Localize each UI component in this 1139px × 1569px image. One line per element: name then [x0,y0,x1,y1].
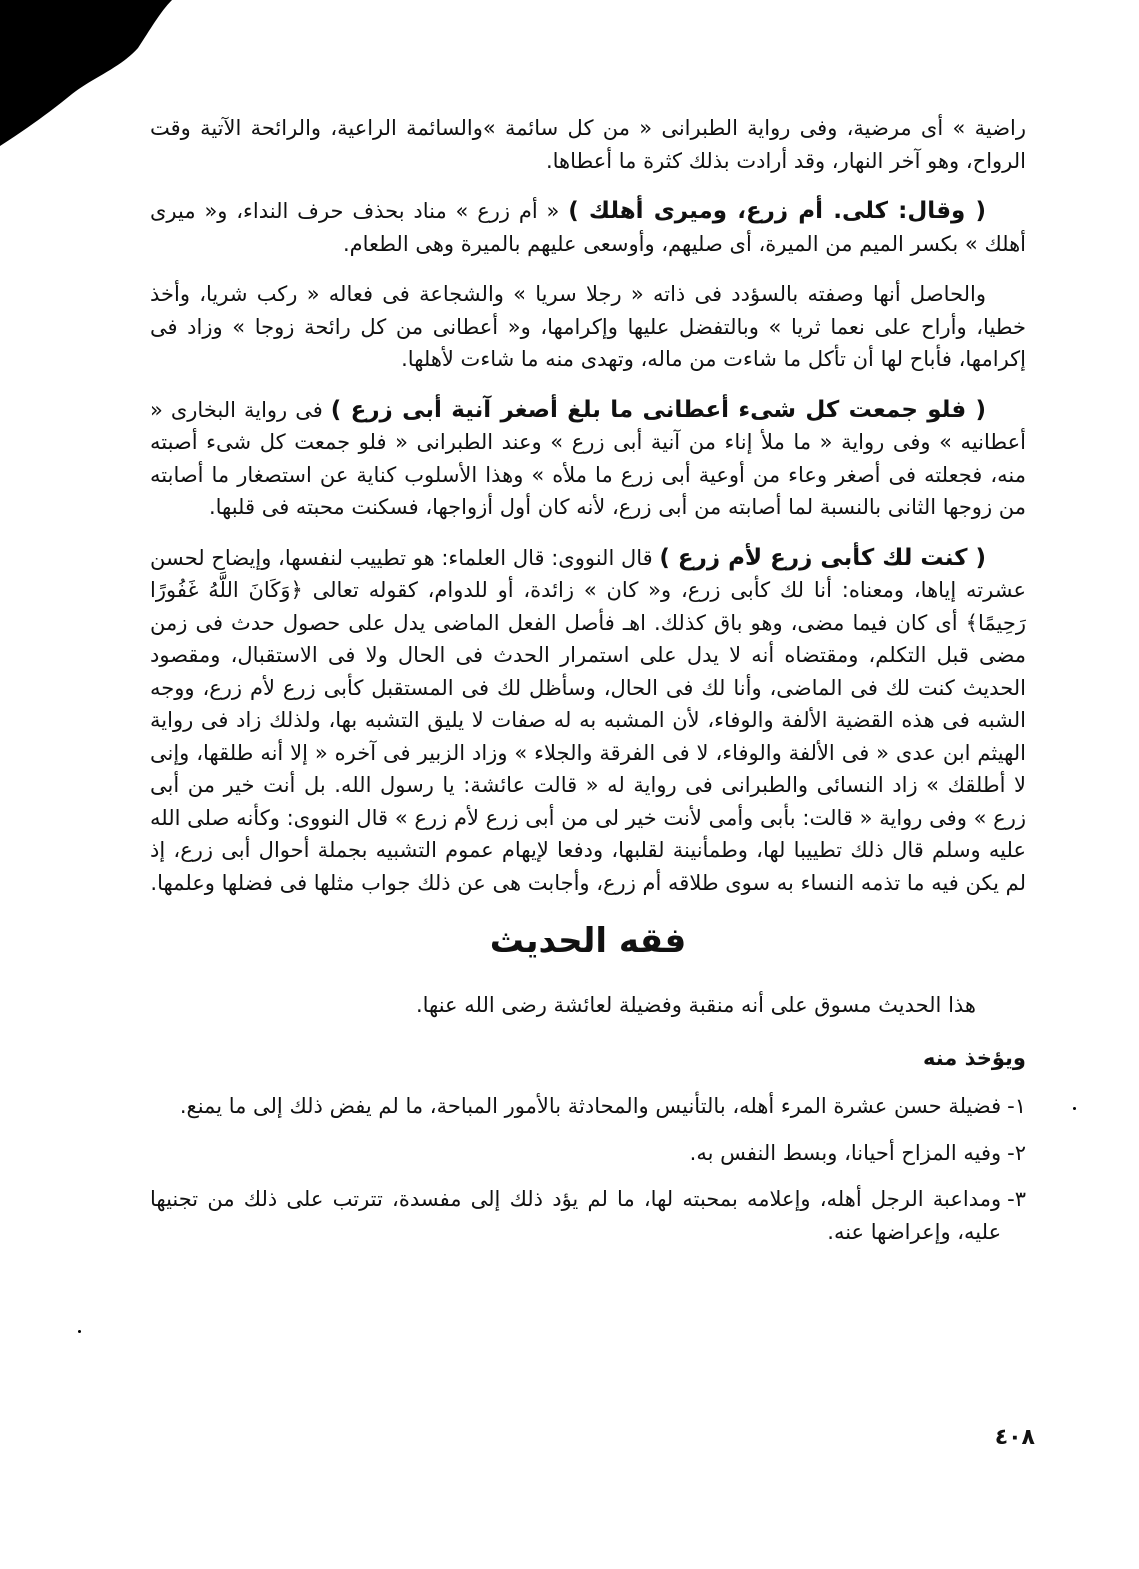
list-item [150,1137,1026,1170]
paragraph-5 [150,542,1026,900]
section-subheading: ويؤخذ منه [923,1045,1026,1070]
speck-mark [1073,1107,1076,1110]
paragraph-text: فى رواية البخارى « أعطانيه » وفى رواية « ما ملأ إناء من آنية أبى زرع » وعند الطبرانى « فلو جمعت كل شىء أصبته منه، فجعلته فى أصغر وعاء من أوعية أبى زرع ما ملأه » وهذا الأسلوب كناية عن استصغار ما أصابته من زوجها الثانى بالنسبة لما أصابته من أبى زرع، لأنه كان أول أزواجها، فسكنت محبته فى قلبها. [150,397,1026,519]
paragraph-3: والحاصل أنها وصفته بالسؤدد فى ذاته « رجلا سريا » والشجاعة فى فعاله « ركب شريا، وأخذ خطيا، وأراح على نعما ثريا » وبالتفضل عليها وإكرامها، و« أعطانى من كل رائحة زوجا » وزاد فى إكرامها، فأباح لها أن تأكل ما شاءت من ماله، وتهدى منه ما شاءت لأهلها. [150,282,1026,371]
paragraph-4 [150,394,1026,524]
list-item [150,1183,1026,1248]
list-item-number: ٣- [1007,1187,1026,1211]
list-item-text: ومداعبة الرجل أهله، وإعلامه بمحبته لها، ما لم يؤد ذلك إلى مفسدة، تترتب على ذلك من تجنيها عليه، وإعراضها عنه. [150,1187,1002,1244]
paragraph-text: « أم زرع » مناد بحذف حرف النداء، و« ميرى أهلك » بكسر الميم من الميرة، أى صليهم، وأوسعى عليهم بالميرة وهى الطعام. [150,199,1026,256]
list-item [150,1090,1026,1123]
section-title: فقه الحديث [489,921,687,961]
list-item-number: ٢- [1007,1140,1026,1165]
paragraph-2 [150,195,1026,260]
list-item-number: ١- [1007,1094,1026,1118]
speck-mark [78,1330,81,1333]
list-item-text: فضيلة حسن عشرة المرء أهله، بالتأنيس والمحادثة بالأمور المباحة، ما لم يفض ذلك إلى ما يمنع. [179,1094,1002,1118]
page-number: ٤٠٨ [994,1425,1035,1450]
paragraph-1: راضية » أى مرضية، وفى رواية الطبرانى « من كل سائمة »والسائمة الراعية، والرائحة الآتية وقت الرواح، وهو آخر النهار، وقد أرادت بذلك كثرة ما أعطاها. [150,116,1026,173]
quoted-phrase: ( فلو جمعت كل شىء أعطانى ما بلغ أصغر آنية أبى زرع ) [330,396,986,423]
document-body [150,112,1026,1262]
quoted-phrase: ( وقال: كلى. أم زرع، وميرى أهلك ) [568,198,986,224]
list-item-text: وفيه المزاح أحيانا، وبسط النفس به. [689,1140,1002,1165]
quoted-phrase: ( كنت لك كأبى زرع لأم زرع ) [659,544,986,571]
section-intro: هذا الحديث مسوق على أنه منقبة وفضيلة لعائشة رضى الله عنها. [415,993,976,1017]
paragraph-text: قال النووى: قال العلماء: هو تطييب لنفسها، وإيضاح لحسن عشرته إياها، ومعناه: أنا لك كأبى زرع، و« كان » زائدة، أو للدوام، كقوله تعالى ﴿وَكَانَ اللَّهُ غَفُورًا رَحِيمًا﴾ أى كان فيما مضى، وهو باق كذلك. اهـ فأصل الفعل الماضى يدل على حصول حدث فى زمن مضى قبل التكلم، ومقتضاه أنه لا يدل على استمرار الحدث فى الحال ولا فى الاستقبال، ومقصود الحديث كنت لك فى الماضى، وأنا لك فى الحال، وسأظل لك فى المستقبل كأبى زرع لأم زرع، ووجه الشبه فى هذه القضية الألفة والوفاء، لأن المشبه به له صفات لا يليق التشبه بها، ولذلك زاد فى رواية الهيثم ابن عدى « فى الألفة والوفاء، لا فى الفرقة والجلاء » وزاد الزبير فى آخره « إلا أنه طلقها، وإنى لا أطلقك » زاد النسائى والطبرانى فى رواية له « قالت عائشة: يا رسول الله. بل أنت خير من أبى زرع » وفى رواية « قالت: بأبى وأمى لأنت خير لى من أبى زرع لأم زرع » قال النووى: وكأنه صلى الله عليه وسلم قال ذلك تطييبا لها، وطمأنينة لقلبها، ودفعا لإيهام عموم التشبيه بجملة أحوال أبى زرع، إذ لم يكن فيه ما تذمه النساء به سوى طلاقه أم زرع، وأجابت هى عن ذلك جواب مثلها فى فضلها وعلمها. [150,545,1026,895]
